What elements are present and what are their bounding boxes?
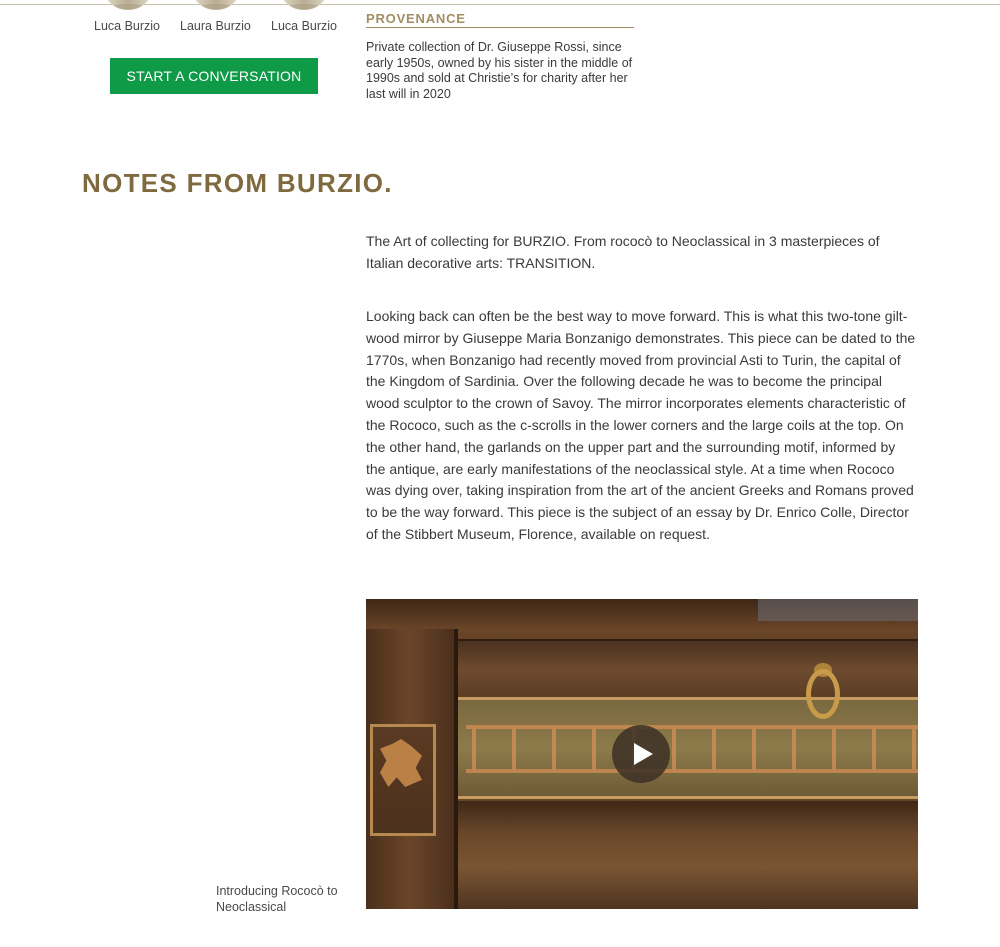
video-frame-ring-handle	[806, 669, 840, 719]
avatar[interactable]	[104, 0, 152, 10]
video-player[interactable]	[366, 599, 918, 909]
specialist-name[interactable]: Laura Burzio	[180, 19, 251, 33]
notes-heading: NOTES FROM BURZIO.	[82, 168, 393, 198]
notes-intro: The Art of collecting for BURZIO. From rococò to Neoclassical in 3 masterpieces of Italian decorative arts: TRANSITION.	[366, 233, 880, 271]
video-frame-greek-key	[466, 725, 918, 773]
provenance-divider	[366, 27, 634, 28]
video-frame-drawer	[456, 639, 918, 699]
top-divider	[0, 4, 1000, 5]
video-frame-lower	[458, 801, 918, 909]
notes-body: Looking back can often be the best way to move forward. This is what this two-tone gilt-wood mirror by Giuseppe Maria Bonzanigo demonstrates. This piece can be dated to the 1770s, when Bonzanigo had recently moved from provincial Asti to Turin, the capital of the Kingdom of Sardinia. Over the following decade he was to become the principal wood sculptor to the crown of Savoy. The mirror incorporates elements characteristic of the Rococo, such as the c-scrolls in the lower corners and the large coils at the top. On the other hand, the garlands on the upper part and the surrounding motif, informed by the antique, are early manifestations of the neoclassical style. At a time when Rococo was dying over, taking inspiration from the art of the ancient Greeks and Romans proved to be the way forward. This piece is the subject of an essay by Dr. Enrico Colle, Director of the Stibbert Museum, Florence, available on request.	[366, 308, 916, 542]
specialist-name[interactable]: Luca Burzio	[271, 19, 338, 33]
avatar[interactable]	[280, 0, 328, 10]
video-frame-wall	[758, 599, 918, 621]
provenance-heading: PROVENANCE	[366, 11, 466, 26]
play-icon	[634, 743, 653, 765]
start-conversation-button[interactable]: START A CONVERSATION	[110, 58, 318, 94]
video-frame-stile	[366, 629, 458, 909]
provenance-text: Private collection of Dr. Giuseppe Rossi, since early 1950s, owned by his sister in the middle of 1990s and sold at Christie’s for charity after her last will in 2020	[366, 40, 633, 101]
video-caption: Introducing Rococò to Neoclassical	[216, 884, 338, 914]
avatar[interactable]	[192, 0, 240, 10]
specialist-name[interactable]: Luca Burzio	[94, 19, 161, 33]
play-button[interactable]	[612, 725, 670, 783]
